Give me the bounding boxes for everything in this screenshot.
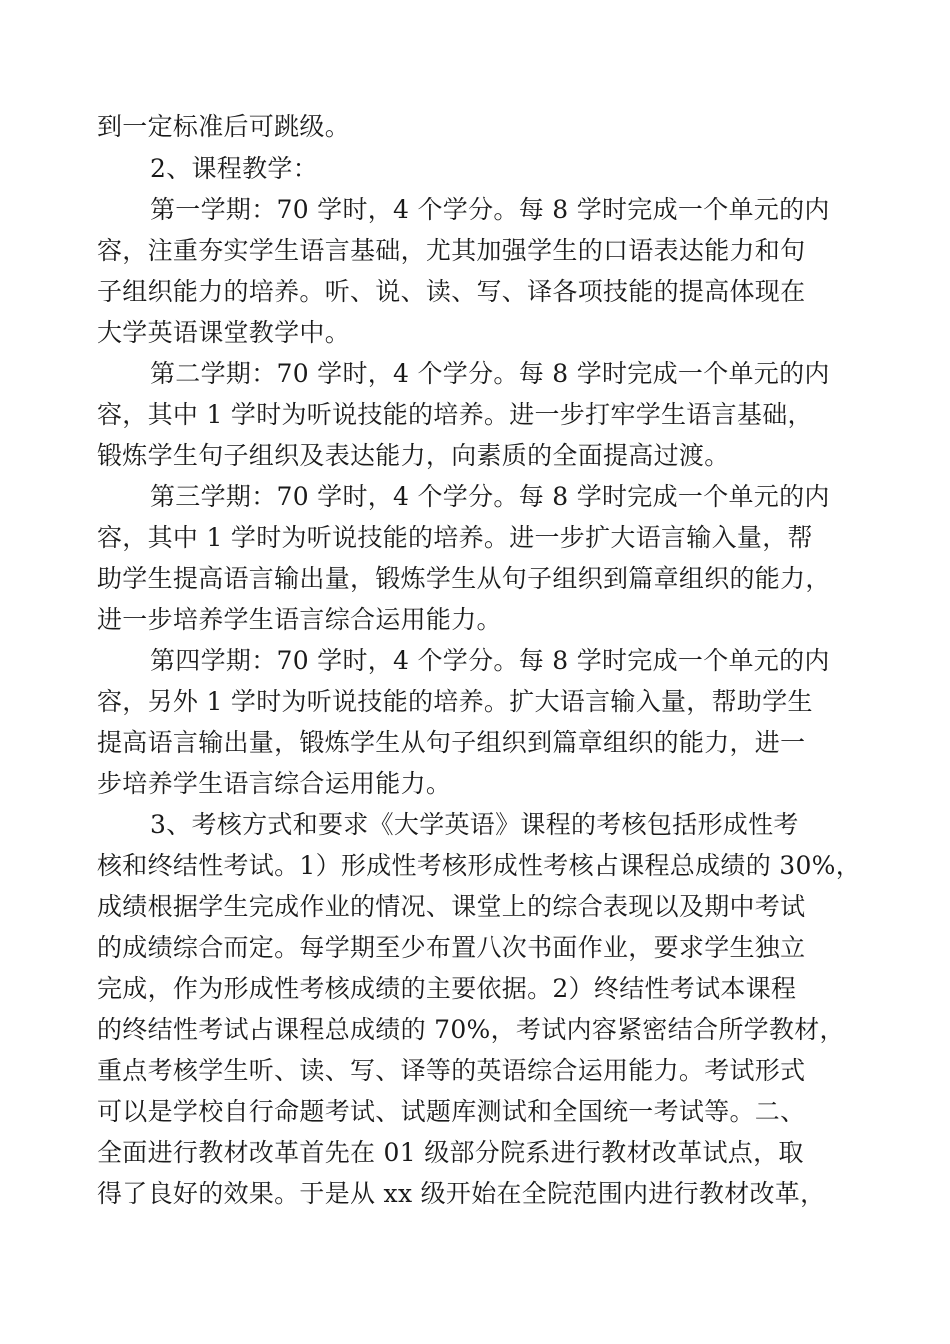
text-line: 第三学期：70 学时，4 个学分。每 8 学时完成一个单元的内 xyxy=(150,482,830,511)
text-line: 步培养学生语言综合运用能力。 xyxy=(97,769,452,798)
section-heading: 2、课程教学： xyxy=(150,154,319,183)
text-line: 全面进行教材改革首先在 01 级部分院系进行教材改革试点，取 xyxy=(97,1138,804,1167)
text-line: 容，其中 1 学时为听说技能的培养。进一步扩大语言输入量，帮 xyxy=(97,523,813,552)
text-line: 重点考核学生听、读、写、译等的英语综合运用能力。考试形式 xyxy=(97,1056,806,1085)
text-line: 核和终结性考试。1）形成性考核形成性考核占课程总成绩的 30%， xyxy=(97,851,862,880)
text-line: 第一学期：70 学时，4 个学分。每 8 学时完成一个单元的内 xyxy=(150,195,830,224)
text-line: 第四学期：70 学时，4 个学分。每 8 学时完成一个单元的内 xyxy=(150,646,830,675)
text-line: 得了良好的效果。于是从 xx 级开始在全院范围内进行教材改革， xyxy=(97,1179,826,1208)
text-line: 容，注重夯实学生语言基础，尤其加强学生的口语表达能力和句 xyxy=(97,236,806,265)
text-line: 进一步培养学生语言综合运用能力。 xyxy=(97,605,502,634)
text-line: 锻炼学生句子组织及表达能力，向素质的全面提高过渡。 xyxy=(97,441,730,470)
text-line: 助学生提高语言输出量，锻炼学生从句子组织到篇章组织的能力， xyxy=(97,564,831,593)
text-line: 到一定标准后可跳级。 xyxy=(97,112,351,141)
text-line: 容，其中 1 学时为听说技能的培养。进一步打牢学生语言基础， xyxy=(97,400,813,429)
section-heading: 3、考核方式和要求《大学英语》课程的考核包括形成性考 xyxy=(150,810,799,839)
text-line: 成绩根据学生完成作业的情况、课堂上的综合表现以及期中考试 xyxy=(97,892,806,921)
text-line: 可以是学校自行命题考试、试题库测试和全国统一考试等。二、 xyxy=(97,1097,806,1126)
text-line: 的成绩综合而定。每学期至少布置八次书面作业，要求学生独立 xyxy=(97,933,806,962)
text-line: 的终结性考试占课程总成绩的 70%，考试内容紧密结合所学教材， xyxy=(97,1015,845,1044)
text-line: 子组织能力的培养。听、说、读、写、译各项技能的提高体现在 xyxy=(97,277,806,306)
text-line: 完成，作为形成性考核成绩的主要依据。2）终结性考试本课程 xyxy=(97,974,797,1003)
text-line: 第二学期：70 学时，4 个学分。每 8 学时完成一个单元的内 xyxy=(150,359,830,388)
text-line: 大学英语课堂教学中。 xyxy=(97,318,351,347)
text-line: 提高语言输出量，锻炼学生从句子组织到篇章组织的能力，进一 xyxy=(97,728,806,757)
text-line: 容，另外 1 学时为听说技能的培养。扩大语言输入量，帮助学生 xyxy=(97,687,813,716)
